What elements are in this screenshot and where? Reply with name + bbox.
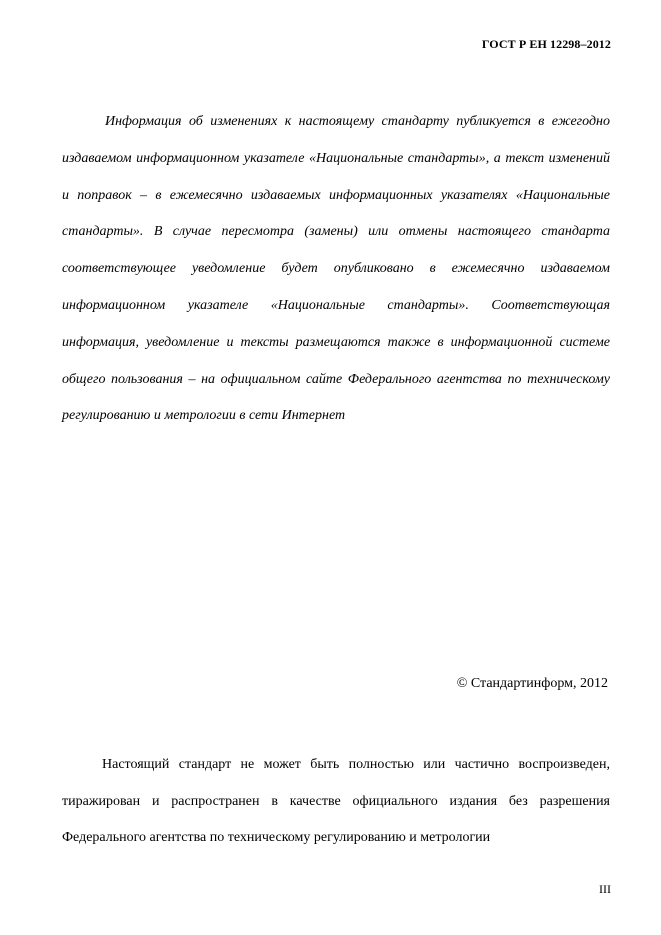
page-number: III [599, 882, 611, 896]
document-code: ГОСТ Р ЕН 12298–2012 [481, 37, 611, 51]
legal-paragraph: Настоящий стандарт не может быть полностью или частично воспроизведен, тиражирован и распространен в качестве официального издания без разрешения Федерального агентства по техническому регулированию и метрологии [62, 757, 610, 845]
copyright-notice: © Стандартинформ, 2012 [456, 676, 608, 691]
info-paragraph: Информация об изменениях к настоящему стандарту публикуется в ежегодно издаваемом информационном указателе «Национальные стандарты», а текст изменений и поправок – в ежемесячно издаваемых информационных указателях «Национальные стандарты». В случае пересмотра (замены) или отмены настоящего стандарта соответствующее уведомление будет опубликовано в ежемесячно издаваемом информационном указателе «Национальные стандарты». Соответствующая информация, уведомление и тексты размещаются также в информационной системе общего пользования – на официальном сайте Федерального агентства по техническому регулированию и метрологии в сети Интернет [62, 114, 610, 424]
